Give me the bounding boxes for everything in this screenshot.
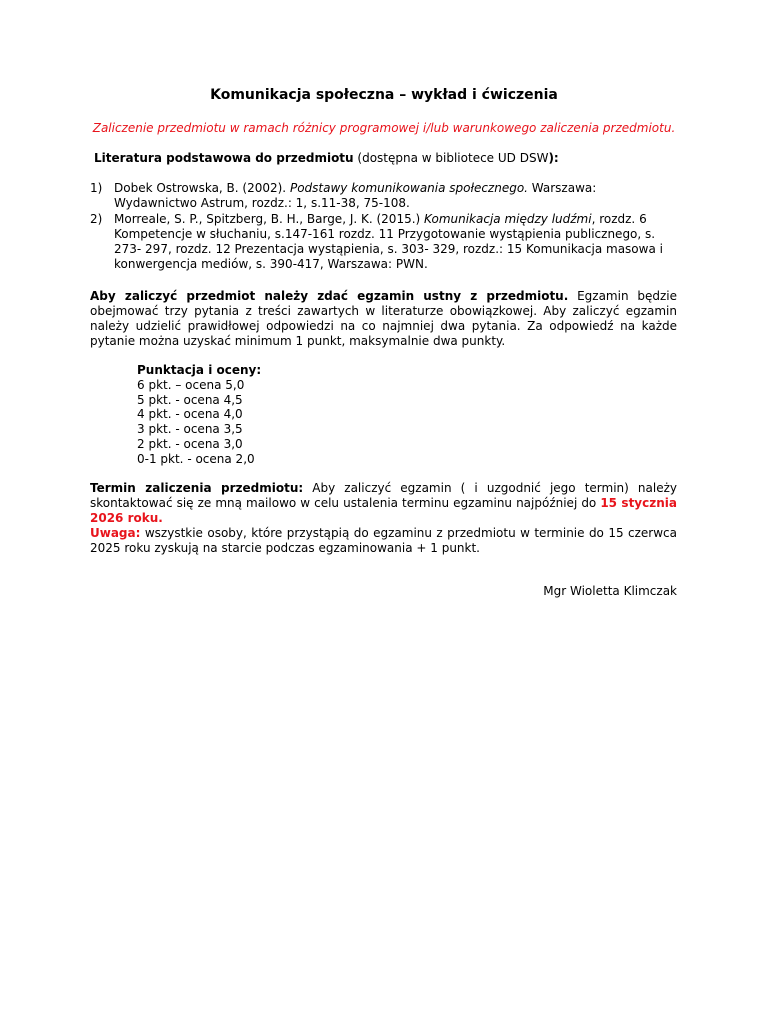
scoring-row: 3 pkt. - ocena 3,5 bbox=[137, 422, 243, 437]
warning-paragraph bbox=[90, 526, 677, 556]
scoring-row: 2 pkt. - ocena 3,0 bbox=[137, 436, 243, 451]
reference-item bbox=[90, 212, 680, 272]
literature-heading bbox=[94, 151, 694, 166]
deadline-date: 15 stycznia 2026 roku. bbox=[90, 496, 677, 525]
literature-heading-close: ): bbox=[548, 151, 559, 165]
reference-number: 1) bbox=[90, 181, 103, 195]
scoring-row: 0-1 pkt. - ocena 2,0 bbox=[137, 451, 255, 466]
reference-rest: Warszawa: Wydawnictwo Astrum, rozdz.: 1, s.11-38, 75-108. bbox=[114, 181, 597, 210]
reference-number: 2) bbox=[90, 212, 103, 226]
reference-authors: Morreale, S. P., Spitzberg, B. H., Barge, J. K. (2015.) bbox=[114, 212, 425, 226]
deadline-paragraph bbox=[90, 481, 677, 526]
warning-text: wszystkie osoby, które przystąpią do egzaminu z przedmiotu w terminie do 15 czerwca 2025 roku zyskują na starcie podczas egzaminowania + 1 punkt. bbox=[90, 526, 677, 555]
literature-heading-bold: Literatura podstawowa do przedmiotu bbox=[94, 151, 354, 165]
reference-authors: Dobek Ostrowska, B. (2002). bbox=[114, 181, 290, 195]
signature: Mgr Wioletta Klimczak bbox=[543, 584, 677, 598]
warning-label: Uwaga: bbox=[90, 526, 141, 540]
reference-body bbox=[114, 212, 680, 272]
reference-item bbox=[90, 181, 680, 211]
exam-paragraph bbox=[90, 289, 677, 349]
reference-title: Komunikacja między ludźmi bbox=[424, 212, 592, 226]
exam-bold: Aby zaliczyć przedmiot należy zdać egzamin ustny z przedmiotu. bbox=[90, 289, 569, 303]
scoring-list bbox=[137, 363, 437, 467]
document-title: Komunikacja społeczna – wykład i ćwiczenia bbox=[210, 87, 558, 103]
literature-heading-normal: (dostępna w bibliotece UD DSW bbox=[353, 151, 549, 165]
deadline-bold: Termin zaliczenia przedmiotu: bbox=[90, 481, 304, 495]
scoring-row: 5 pkt. - ocena 4,5 bbox=[137, 392, 243, 407]
deadline-text: Aby zaliczyć egzamin ( i uzgodnić jego termin) należy skontaktować się ze mną mailowo w celu ustalenia terminu egzaminu najpóźniej do bbox=[90, 481, 677, 510]
scoring-row: 6 pkt. – ocena 5,0 bbox=[137, 377, 245, 392]
reference-rest: , rozdz. 6 Kompetencje w słuchaniu, s.147-161 rozdz. 11 Przygotowanie wystąpienia publicznego, s. 273- 297, rozdz. 12 Prezentacja wystąpienia, s. 303- 329, rozdz.: 15 Komunikacja masowa i konwergencja mediów, s. 390-417, Warszawa: PWN. bbox=[114, 212, 663, 271]
reference-title: Podstawy komunikowania społecznego. bbox=[289, 181, 528, 195]
credit-note: Zaliczenie przedmiotu w ramach różnicy programowej i/lub warunkowego zaliczenia przedmiotu. bbox=[92, 121, 676, 135]
exam-text: Egzamin będzie obejmować trzy pytania z treści zawartych w literaturze obowiązkowej. Aby zaliczyć egzamin należy udzielić prawidłowej odpowiedzi na co najmniej dwa pytania. Za odpowiedź na każde pytanie można uzyskać minimum 1 punkt, maksymalnie dwa punkty. bbox=[90, 289, 677, 348]
scoring-heading: Punktacja i oceny: bbox=[137, 363, 262, 377]
scoring-row: 4 pkt. - ocena 4,0 bbox=[137, 407, 243, 422]
reference-body bbox=[114, 181, 680, 211]
